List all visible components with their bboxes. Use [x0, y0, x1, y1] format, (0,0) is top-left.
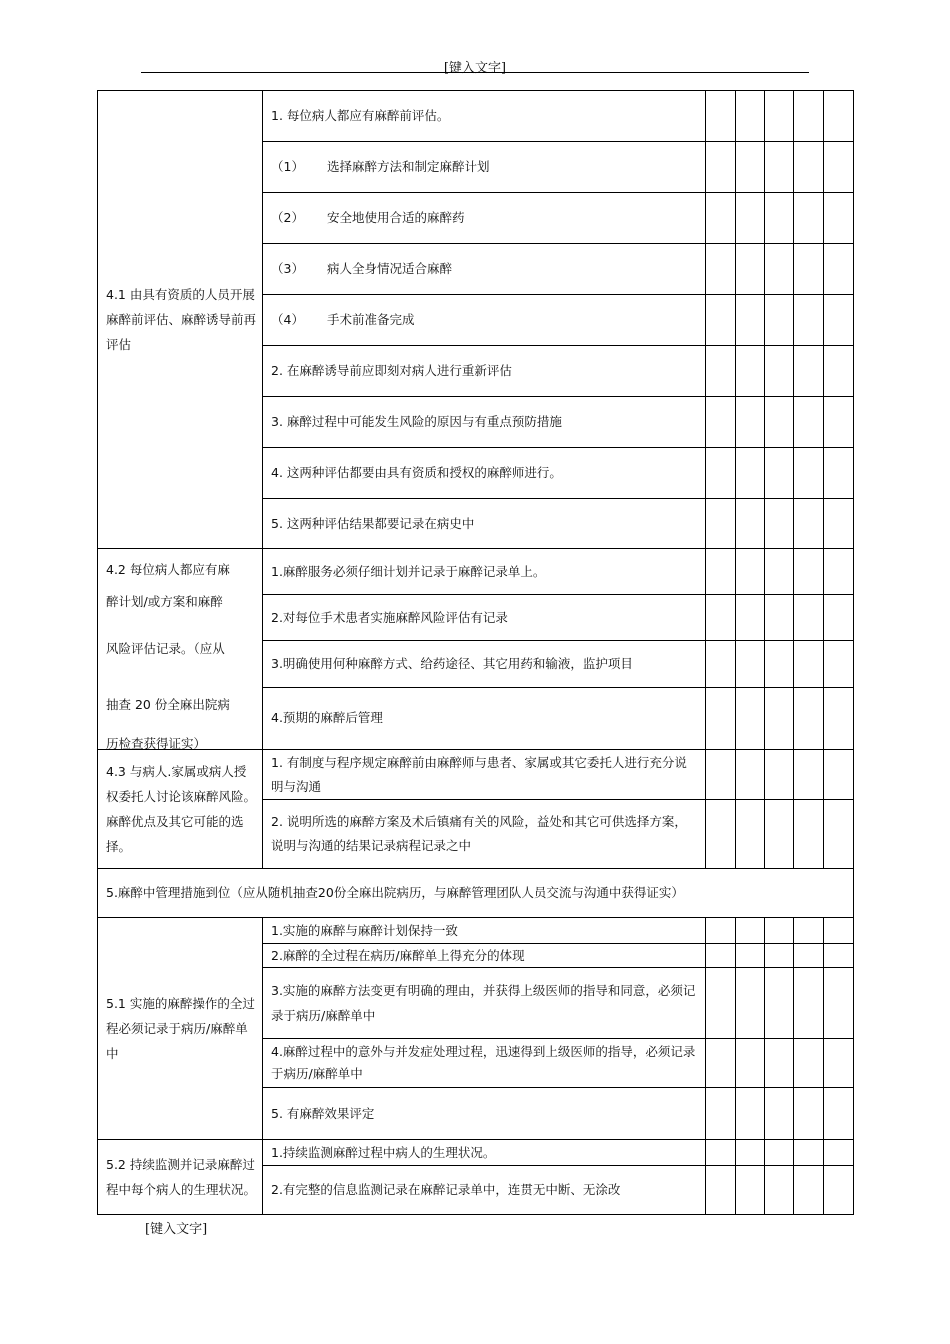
score-cell[interactable] — [794, 750, 824, 800]
label-line: 历检查获得证实） — [106, 736, 207, 751]
score-cell[interactable] — [736, 595, 765, 641]
item-text: 3.实施的麻醉方法变更有明确的理由，并获得上级医师的指导和同意，必须记录于病历/麻醉单中 — [263, 968, 706, 1039]
score-cell[interactable] — [794, 448, 824, 499]
score-cell[interactable] — [824, 549, 854, 595]
score-cell[interactable] — [706, 397, 736, 448]
table-row — [98, 549, 854, 595]
score-cell[interactable] — [824, 595, 854, 641]
label-line: 抽查 20 份全麻出院病 — [106, 697, 230, 712]
score-cell[interactable] — [706, 1039, 736, 1088]
score-cell[interactable] — [824, 244, 854, 295]
item-text: 2.麻醉的全过程在病历/麻醉单上得充分的体现 — [263, 944, 706, 968]
score-cell[interactable] — [824, 346, 854, 397]
score-cell[interactable] — [706, 1140, 736, 1166]
score-cell[interactable] — [794, 1088, 824, 1140]
score-cell[interactable] — [765, 193, 794, 244]
score-cell[interactable] — [824, 193, 854, 244]
item-text — [263, 244, 706, 295]
score-cell[interactable] — [824, 918, 854, 944]
score-cell[interactable] — [736, 549, 765, 595]
score-cell[interactable] — [824, 687, 854, 749]
score-cell[interactable] — [706, 244, 736, 295]
score-cell[interactable] — [706, 142, 736, 193]
sub-text: 病人全身情况适合麻醉 — [327, 261, 453, 276]
score-cell[interactable] — [706, 499, 736, 549]
score-cell[interactable] — [824, 641, 854, 687]
score-cell[interactable] — [765, 295, 794, 346]
score-cell[interactable] — [706, 346, 736, 397]
item-text: 1. 有制度与程序规定麻醉前由麻醉师与患者、家属或其它委托人进行充分说明与沟通 — [263, 750, 706, 800]
score-cell[interactable] — [706, 295, 736, 346]
header-rule — [141, 72, 809, 73]
score-cell[interactable] — [765, 549, 794, 595]
score-cell[interactable] — [706, 968, 736, 1039]
score-cell[interactable] — [765, 750, 794, 800]
item-text: 2. 说明所选的麻醉方案及术后镇痛有关的风险，益处和其它可供选择方案，说明与沟通的结果记录病程记录之中 — [263, 800, 706, 869]
label-line: 4.2 每位病人都应有麻 — [106, 562, 230, 577]
item-text: 1.麻醉服务必须仔细计划并记录于麻醉记录单上。 — [263, 549, 706, 595]
score-cell[interactable] — [765, 1166, 794, 1215]
score-cell[interactable] — [824, 1140, 854, 1166]
score-cell[interactable] — [736, 499, 765, 549]
score-cell[interactable] — [736, 750, 765, 800]
score-cell[interactable] — [765, 944, 794, 968]
score-cell[interactable] — [824, 944, 854, 968]
score-cell[interactable] — [794, 193, 824, 244]
score-cell[interactable] — [736, 1039, 765, 1088]
score-cell[interactable] — [824, 1166, 854, 1215]
assessment-table — [97, 90, 854, 1215]
section-5-heading: 5.麻醉中管理措施到位（应从随机抽查20份全麻出院病历，与麻醉管理团队人员交流与沟通中获得证实） — [98, 869, 854, 918]
score-cell[interactable] — [765, 687, 794, 749]
score-cell[interactable] — [765, 1140, 794, 1166]
score-cell[interactable] — [794, 944, 824, 968]
table-row — [98, 869, 854, 918]
score-cell[interactable] — [794, 968, 824, 1039]
score-cell[interactable] — [765, 142, 794, 193]
score-cell[interactable] — [706, 1166, 736, 1215]
section-5-1-label: 5.1 实施的麻醉操作的全过程必须记录于病历/麻醉单中 — [98, 918, 263, 1140]
score-cell[interactable] — [765, 499, 794, 549]
score-cell[interactable] — [706, 1088, 736, 1140]
score-cell[interactable] — [794, 800, 824, 869]
score-cell[interactable] — [736, 244, 765, 295]
item-text — [263, 295, 706, 346]
score-cell[interactable] — [794, 142, 824, 193]
score-cell[interactable] — [706, 944, 736, 968]
section-4-3-label: 4.3 与病人.家属或病人授权委托人讨论该麻醉风险。麻醉优点及其它可能的选择。 — [98, 750, 263, 869]
score-cell[interactable] — [824, 800, 854, 869]
score-cell[interactable] — [765, 346, 794, 397]
score-cell[interactable] — [765, 448, 794, 499]
score-cell[interactable] — [736, 448, 765, 499]
sub-text: 安全地使用合适的麻醉药 — [327, 210, 465, 225]
score-cell[interactable] — [765, 91, 794, 142]
score-cell[interactable] — [765, 244, 794, 295]
item-text: 4.预期的麻醉后管理 — [263, 687, 706, 749]
score-cell[interactable] — [736, 1088, 765, 1140]
score-cell[interactable] — [736, 687, 765, 749]
section-5-2-label: 5.2 持续监测并记录麻醉过程中每个病人的生理状况。 — [98, 1140, 263, 1215]
score-cell[interactable] — [824, 1039, 854, 1088]
score-cell[interactable] — [794, 295, 824, 346]
score-cell[interactable] — [794, 687, 824, 749]
score-cell[interactable] — [794, 549, 824, 595]
score-cell[interactable] — [824, 91, 854, 142]
item-text: 5. 有麻醉效果评定 — [263, 1088, 706, 1140]
item-text: 4. 这两种评估都要由具有资质和授权的麻醉师进行。 — [263, 448, 706, 499]
score-cell[interactable] — [794, 244, 824, 295]
score-cell[interactable] — [706, 549, 736, 595]
score-cell[interactable] — [794, 1039, 824, 1088]
score-cell[interactable] — [706, 448, 736, 499]
item-text: 3.明确使用何种麻醉方式、给药途径、其它用药和输液，监护项目 — [263, 641, 706, 687]
score-cell[interactable] — [736, 918, 765, 944]
score-cell[interactable] — [794, 918, 824, 944]
page-footer: [键入文字] — [145, 1222, 208, 1237]
score-cell[interactable] — [794, 397, 824, 448]
score-cell[interactable] — [706, 641, 736, 687]
table-row — [98, 750, 854, 800]
score-cell[interactable] — [736, 91, 765, 142]
sub-number: （1） — [271, 159, 304, 174]
section-4-1-label: 4.1 由具有资质的人员开展麻醉前评估、麻醉诱导前再评估 — [98, 91, 263, 549]
item-text: 1.实施的麻醉与麻醉计划保持一致 — [263, 918, 706, 944]
score-cell[interactable] — [736, 1140, 765, 1166]
item-text: 1.持续监测麻醉过程中病人的生理状况。 — [263, 1140, 706, 1166]
score-cell[interactable] — [706, 595, 736, 641]
score-cell[interactable] — [824, 750, 854, 800]
section-4-2-label — [98, 549, 263, 750]
score-cell[interactable] — [824, 142, 854, 193]
table-row — [98, 918, 854, 944]
score-cell[interactable] — [706, 800, 736, 869]
score-cell[interactable] — [824, 499, 854, 549]
item-text — [263, 142, 706, 193]
score-cell[interactable] — [824, 397, 854, 448]
score-cell[interactable] — [706, 91, 736, 142]
sub-number: （2） — [271, 210, 304, 225]
score-cell[interactable] — [765, 1039, 794, 1088]
table-row — [98, 91, 854, 142]
label-line: 风险评估记录。（应从 — [106, 641, 225, 656]
page-header: [键入文字] — [443, 61, 507, 76]
score-cell[interactable] — [794, 595, 824, 641]
item-text: 3. 麻醉过程中可能发生风险的原因与有重点预防措施 — [263, 397, 706, 448]
score-cell[interactable] — [794, 91, 824, 142]
score-cell[interactable] — [706, 193, 736, 244]
score-cell[interactable] — [824, 448, 854, 499]
score-cell[interactable] — [706, 750, 736, 800]
score-cell[interactable] — [765, 968, 794, 1039]
item-text: 5. 这两种评估结果都要记录在病史中 — [263, 499, 706, 549]
sub-text: 手术前准备完成 — [327, 312, 415, 327]
item-text: 2. 在麻醉诱导前应即刻对病人进行重新评估 — [263, 346, 706, 397]
score-cell[interactable] — [794, 641, 824, 687]
item-text: 1. 每位病人都应有麻醉前评估。 — [263, 91, 706, 142]
score-cell[interactable] — [824, 968, 854, 1039]
score-cell[interactable] — [794, 1166, 824, 1215]
item-text: 2.有完整的信息监测记录在麻醉记录单中，连贯无中断、无涂改 — [263, 1166, 706, 1215]
score-cell[interactable] — [706, 687, 736, 749]
table-row — [98, 1140, 854, 1166]
sub-number: （4） — [271, 312, 304, 327]
score-cell[interactable] — [736, 346, 765, 397]
score-cell[interactable] — [794, 346, 824, 397]
score-cell[interactable] — [706, 918, 736, 944]
item-text — [263, 193, 706, 244]
score-cell[interactable] — [824, 295, 854, 346]
label-line: 醉计划/或方案和麻醉 — [106, 594, 223, 609]
score-cell[interactable] — [736, 641, 765, 687]
item-text: 2.对每位手术患者实施麻醉风险评估有记录 — [263, 595, 706, 641]
score-cell[interactable] — [765, 641, 794, 687]
score-cell[interactable] — [765, 1088, 794, 1140]
score-cell[interactable] — [794, 1140, 824, 1166]
score-cell[interactable] — [736, 193, 765, 244]
score-cell[interactable] — [736, 142, 765, 193]
score-cell[interactable] — [794, 499, 824, 549]
score-cell[interactable] — [736, 800, 765, 869]
score-cell[interactable] — [765, 800, 794, 869]
score-cell[interactable] — [736, 1166, 765, 1215]
score-cell[interactable] — [765, 918, 794, 944]
score-cell[interactable] — [765, 595, 794, 641]
item-text: 4.麻醉过程中的意外与并发症处理过程，迅速得到上级医师的指导，必须记录于病历/麻醉单中 — [263, 1039, 706, 1088]
score-cell[interactable] — [736, 397, 765, 448]
score-cell[interactable] — [736, 968, 765, 1039]
score-cell[interactable] — [765, 397, 794, 448]
score-cell[interactable] — [736, 295, 765, 346]
score-cell[interactable] — [736, 944, 765, 968]
sub-text: 选择麻醉方法和制定麻醉计划 — [327, 159, 490, 174]
score-cell[interactable] — [824, 1088, 854, 1140]
sub-number: （3） — [271, 261, 304, 276]
